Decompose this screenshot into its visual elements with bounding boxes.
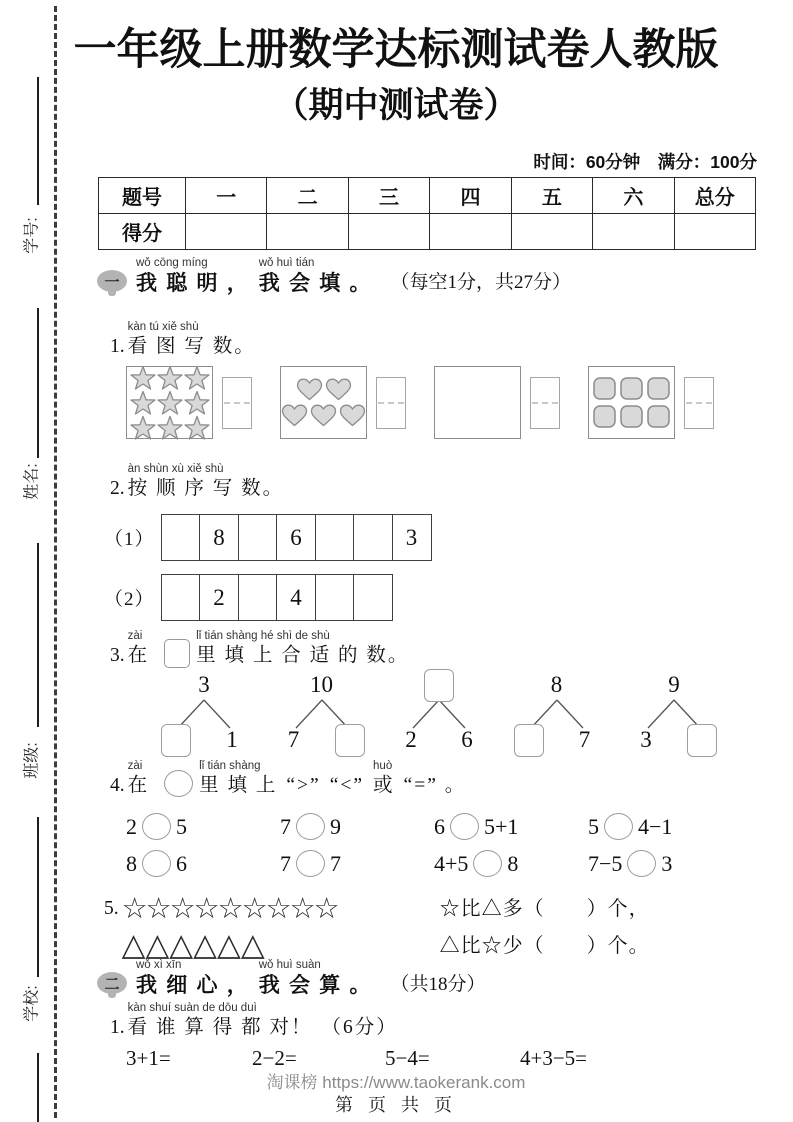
right-operand: 4−1 [638,813,673,839]
bond-number: 3 [640,727,652,752]
number-bond [158,672,250,758]
star-icon [184,390,210,415]
heart-icon [281,404,308,427]
cushion-icon [646,376,671,401]
section2-badge: 二 [97,972,127,994]
compare-circle-blank [296,850,325,877]
q4-heading [110,760,475,798]
sequence-cell-filled: 8 [199,514,239,561]
score-header-cell: 题号 [99,178,186,214]
left-operand: 4+5 [434,850,469,876]
section1-heading [97,257,571,297]
watermark-url: 淘课榜 https://www.taokerank.com [266,1073,526,1092]
star-icon [157,365,183,390]
left-operand: 5 [588,813,599,839]
heading-part [286,760,320,798]
heading-text: 里 填 上 [199,775,278,796]
triangle-row: △△△△△△ [121,927,265,962]
section1-badge: 一 [97,270,127,292]
heading-text: “<” [329,775,365,796]
cushion-icon [592,404,617,429]
margin-field-label: 班级: [23,742,41,779]
sequence-cell-blank [315,514,355,561]
blank-box-glyph [164,639,190,668]
heading-text: 按 顺 序 写 数。 [127,478,285,499]
bond-slot [681,722,723,758]
sequence-cell-filled: 4 [276,574,316,621]
heading-part [136,959,250,999]
page-number-line: 第 页 共 页 [334,1095,457,1115]
pinyin-text [330,760,364,773]
shape-row [589,376,674,401]
margin-field-label: 姓名: [23,463,41,500]
bond-blank-box [687,724,717,757]
write-in-line [37,1053,39,1122]
score-blank-cell [511,214,592,250]
right-operand: 7 [330,850,341,876]
bond-slot [535,670,579,700]
heading-part [322,1002,398,1040]
dashed-midline [532,402,558,404]
star-icon [130,365,156,390]
score-blank-cell [430,214,511,250]
star-icon [184,365,210,390]
sequence-cell-blank [238,514,278,561]
section2-parts [136,959,382,999]
score-header-cell: 三 [348,178,429,214]
bond-slot [390,722,432,758]
pinyin-text: wǒ xì xīn [136,959,182,971]
q1-pictures [126,366,714,439]
heading-text: 或 [373,775,395,796]
write-in-line [37,308,39,458]
write-in-line [37,77,39,205]
heart-icon [296,378,323,401]
comparison-row [126,850,742,877]
heading-part [404,760,467,798]
bond-blank-box [514,724,544,757]
answer-box [530,377,560,429]
heading-text: 里 填 上 合 适 的 数。 [196,645,410,666]
heading-text: 我 聪 明 ， [136,271,250,295]
comparison-item [280,850,434,877]
picture-box [126,366,213,439]
score-header-cell: 五 [511,178,592,214]
pinyin-text: wǒ cōng míng [136,257,208,269]
heading-part [199,760,277,798]
heading-part [330,760,364,798]
q1-parts [128,321,265,359]
bond-number: 9 [668,672,680,697]
pinyin-text: lǐ tián shàng [199,760,261,772]
pinyin-text [286,760,320,773]
bond-number: 3 [198,672,210,697]
bond-slot [155,722,197,758]
sequence-cell-blank [238,574,278,621]
left-operand: 7 [280,813,291,839]
write-in-line [37,817,39,977]
left-operand: 2 [126,813,137,839]
bond-number: 7 [287,727,300,752]
heading-part [128,630,150,668]
bond-number: 7 [578,727,591,752]
heading-part [196,630,409,668]
heading-text: “>” [286,775,321,796]
bond-slot [211,722,253,758]
heart-icon [325,378,352,401]
equation: 3+1= [126,1046,171,1070]
heading-text: 看 谁 算 得 都 对！ [127,1017,313,1038]
bond-blank-box [161,724,191,757]
compare-circle-blank [142,850,171,877]
bond-slot [652,670,696,700]
sequence-cells [161,574,394,621]
heading-part [259,257,373,297]
score-row-label: 得分 [99,214,186,250]
pinyin-text: wǒ huì tián [258,257,315,269]
q2-heading [110,463,293,501]
left-operand: 6 [434,813,445,839]
compare-circle-blank [627,850,656,877]
comparison-item [588,850,742,877]
number-bond [628,672,720,758]
number-bond [393,672,485,758]
dashed-midline [378,402,404,404]
s2q1-parts [128,1002,407,1040]
score-table [98,177,756,250]
bond-slot [182,670,226,700]
cushion-icon [619,404,644,429]
pinyin-text [404,760,467,773]
q3-parts [128,630,419,668]
sequence-cell-blank [315,574,355,621]
q5-shapes [122,891,418,965]
cushion-icon [592,376,617,401]
score-blank-cell [593,214,674,250]
sequence-label: （2） [104,589,155,610]
sequence-cells [161,514,432,561]
pinyin-text [322,1002,398,1015]
pinyin-text: zài [127,630,143,642]
heading-text: 在 [127,775,150,796]
pinyin-text: àn shùn xù xiě shù [127,463,224,475]
score-header-cell: 总分 [674,178,755,214]
bond-number: 6 [461,727,473,752]
bond-slot [508,722,550,758]
sequence-row [104,574,393,621]
fold-dashed-line [54,6,57,1118]
sequence-cell-filled: 6 [276,514,316,561]
bond-slot [329,722,371,758]
compare-circle-blank [450,813,479,840]
compare-circle-blank [142,813,171,840]
heading-part [259,959,373,999]
compare-circle-blank [473,850,502,877]
sequence-cell-blank [353,574,393,621]
shape-row [589,404,674,429]
left-operand: 7−5 [588,850,623,876]
compare-circle-blank [296,813,325,840]
q5-line1: ☆比△多（ ）个， [439,898,650,920]
pinyin-text: kàn shuí suàn de dōu duì [127,1002,257,1014]
q3-heading [110,630,418,668]
shape-row [281,404,366,427]
pinyin-text: zài [127,760,143,772]
picture-box [588,366,675,439]
section1-parts [136,257,382,297]
answer-box [684,377,714,429]
heading-part [128,760,150,798]
pinyin-text: huò [373,760,393,772]
equation: 2−2= [252,1046,297,1070]
bond-number: 2 [405,727,417,752]
star-row: ☆☆☆☆☆☆☆☆☆ [121,893,338,925]
section1-note: （每空1分，共27分） [390,272,572,293]
question-number: 5. [104,898,119,919]
question-number: 3. [110,645,125,666]
right-operand: 9 [330,813,341,839]
heading-text: （6分） [321,1017,398,1038]
heading-part [128,463,285,501]
right-operand: 5 [176,813,187,839]
q4-parts [128,760,476,798]
bond-blank-box [335,724,365,757]
star-icon [184,415,210,440]
bond-slot [273,722,315,758]
comparison-row [126,813,742,840]
bond-number: 10 [310,672,333,697]
comparison-item [280,813,434,840]
q3-trees [158,672,720,758]
margin-field-label: 学号: [23,217,41,254]
sequence-cell-filled: 3 [392,514,432,561]
cushion-icon [646,404,671,429]
bond-slot [564,722,606,758]
section2-heading [97,959,486,999]
question-number: 2. [110,478,125,499]
pinyin-text: kàn tú xiě shù [127,321,199,333]
s2q1-heading [110,1002,407,1040]
dashed-midline [686,402,712,404]
q5-line2: △比☆少（ ）个。 [439,935,650,957]
number-bond [276,672,368,758]
bond-number: 1 [226,727,238,752]
cushion-icon [619,376,644,401]
sequence-row [104,514,432,561]
shape-row [281,378,366,401]
pinyin-text: wǒ huì suàn [258,959,321,971]
section2-note: （共18分） [390,974,486,995]
heading-text: “=” 。 [403,775,467,796]
score-value-row [99,214,756,250]
equation: 4+3−5= [520,1046,588,1070]
heading-part [128,1002,313,1040]
question-number: 1. [110,336,125,357]
right-operand: 8 [507,850,519,876]
score-header-row [99,178,756,214]
heading-part [136,257,250,297]
heading-text: 我 会 算 。 [258,973,373,997]
score-header-cell: 二 [267,178,348,214]
heart-icon [339,404,366,427]
heading-text: 我 细 心 ， [136,973,250,997]
star-icon [157,390,183,415]
answer-box [376,377,406,429]
equation: 5−4= [385,1046,430,1070]
bond-slot [446,722,488,758]
sequence-cell-blank [353,514,393,561]
score-blank-cell [348,214,429,250]
heading-part [373,760,395,798]
star-icon [157,415,183,440]
bond-slot [417,670,461,700]
write-in-line [37,543,39,727]
q5-questions [440,891,650,965]
right-operand: 6 [176,850,187,876]
bond-number: 8 [550,672,563,697]
page-title: 一年级上册数学达标测试卷人教版 [73,26,719,74]
heading-text: 我 会 填 。 [258,271,373,295]
score-blank-cell [267,214,348,250]
sequence-cell-filled: 2 [199,574,239,621]
picture-group [588,366,714,439]
picture-group [434,366,560,439]
heart-icon [310,404,337,427]
comparison-item [588,813,742,840]
dashed-midline [224,402,250,404]
question-number: 4. [110,775,125,796]
blank-circle-glyph [164,770,193,797]
q5-block [104,891,650,965]
left-operand: 7 [280,850,291,876]
comparison-item [434,813,588,840]
time-score-meta: 时间：60分钟 满分：100分 [533,152,757,172]
pinyin-text: lǐ tián shàng hé shì de shù [196,630,330,642]
bond-slot [300,670,344,700]
picture-group [280,366,406,439]
page-subtitle: （期中测试卷） [273,86,519,125]
heading-part [128,321,256,359]
sequence-label: （1） [104,529,155,550]
score-header-cell: 四 [430,178,511,214]
score-blank-cell [674,214,755,250]
answer-box [222,377,252,429]
comparison-item [126,850,280,877]
right-operand: 5+1 [484,813,519,839]
comparison-item [126,813,280,840]
picture-box [280,366,367,439]
q2-parts [128,463,294,501]
heading-text: 看 图 写 数。 [127,336,256,357]
heading-text: 在 [127,645,150,666]
question-number: 1. [110,1017,125,1038]
sequence-cell-blank [161,514,201,561]
bond-blank-box [424,669,454,702]
bond-slot [625,722,667,758]
star-icon [130,415,156,440]
sequence-cell-blank [161,574,201,621]
number-bond [511,672,603,758]
right-operand: 3 [661,850,673,876]
picture-group [126,366,252,439]
picture-box [434,366,521,439]
margin-field-label: 学校: [23,985,41,1022]
comparison-item [434,850,588,877]
score-header-cell: 一 [186,178,267,214]
score-blank-cell [186,214,267,250]
score-header-cell: 六 [593,178,674,214]
compare-circle-blank [604,813,633,840]
q1-heading [110,321,265,359]
left-operand: 8 [126,850,137,876]
star-icon [130,390,156,415]
